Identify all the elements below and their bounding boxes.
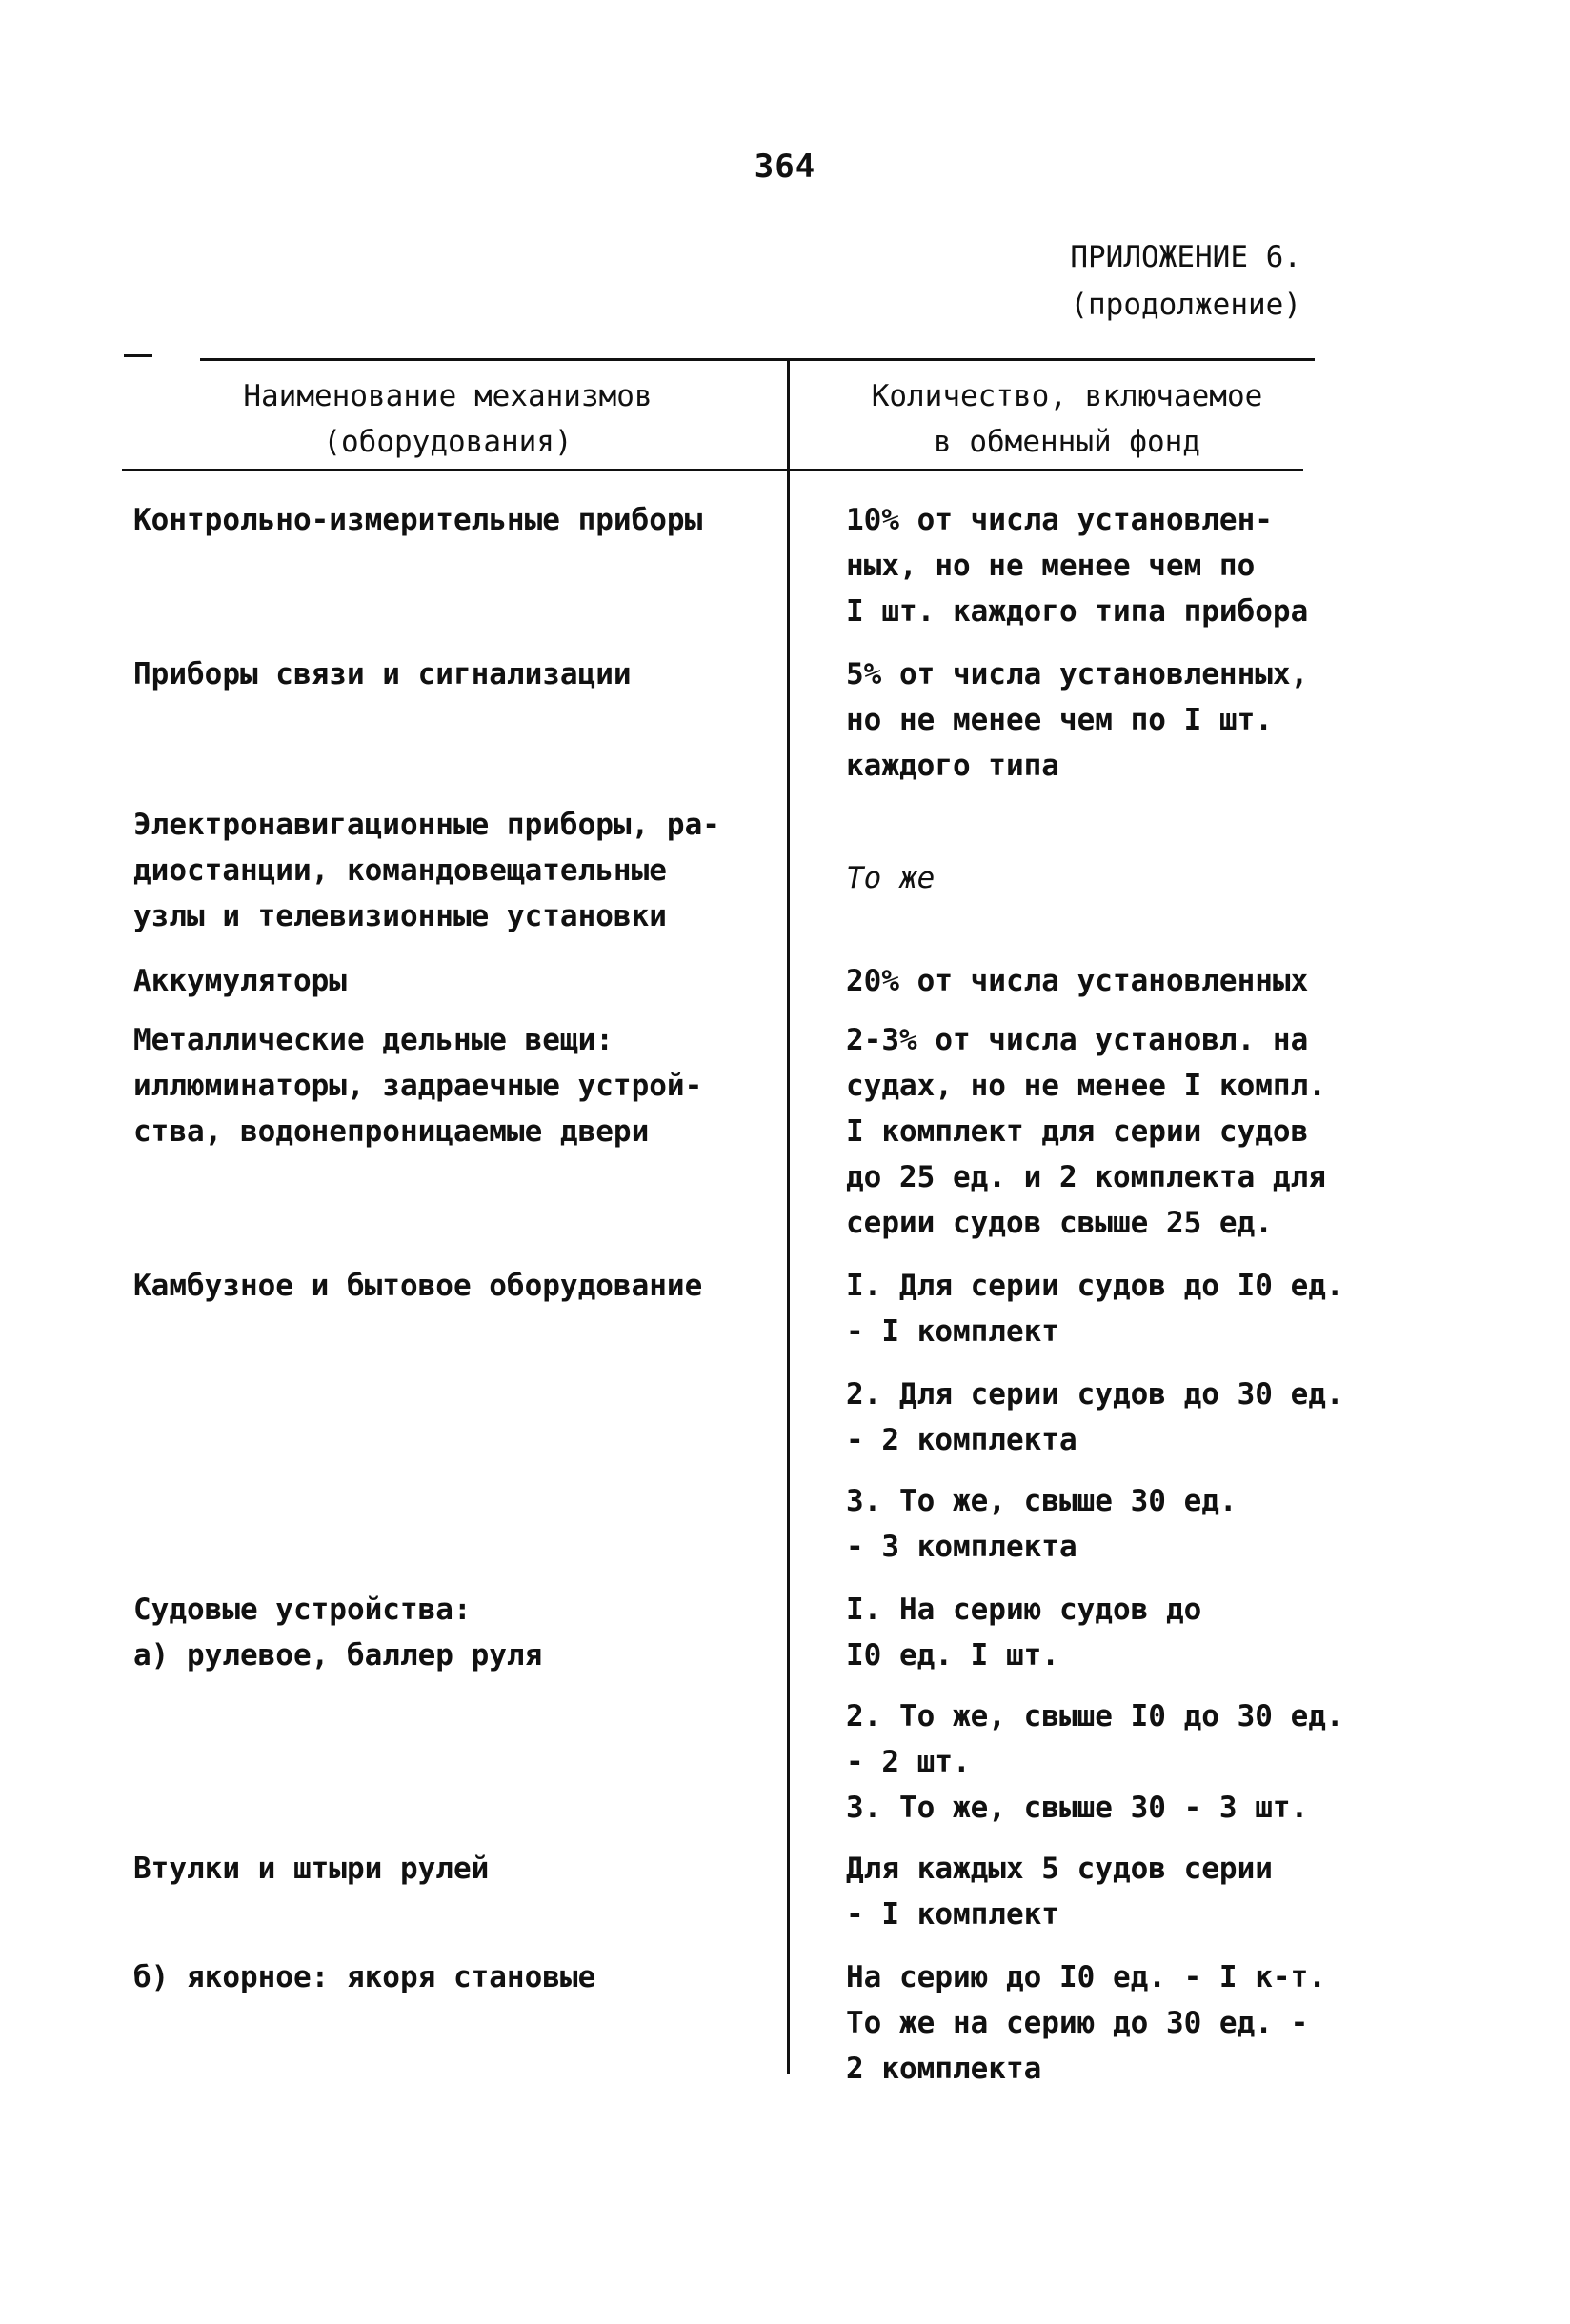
table-row-name: Контрольно-измерительные приборы: [133, 503, 703, 537]
table-row-qty: Для каждых 5 судов серии - I комплект: [846, 1852, 1273, 1932]
table-row-name: Судовые устройства: а) рулевое, баллер руля: [133, 1593, 543, 1673]
table-row-qty: 5% от числа установленных, но не менее чем по I шт. каждого типа: [846, 657, 1309, 783]
column-divider: [787, 360, 790, 2074]
page-number: 364: [754, 148, 816, 186]
header-qty-line2: в обменный фонд: [934, 425, 1200, 459]
header-name-column: [124, 373, 772, 465]
table-top-rule: [200, 358, 1315, 361]
table-row-qty: 20% от числа установленных: [846, 964, 1309, 998]
table-row-qty: На серию до I0 ед. - I к-т. То же на серию до 30 ед. - 2 комплекта: [846, 1960, 1326, 2086]
table-header-rule: [122, 469, 1303, 471]
header-name-line1: Наименование механизмов: [243, 379, 653, 413]
table-row-qty: 2-3% от числа установл. на судах, но не менее I компл. I комплект для серии судов до 25 ед. и 2 комплекта для серии судов свыше 25 ед.: [846, 1023, 1326, 1240]
appendix-title: ПРИЛОЖЕНИЕ 6.: [1070, 240, 1301, 274]
table-row-qty: I. Для серии судов до I0 ед. - I комплект: [846, 1269, 1344, 1349]
appendix-subtitle: (продолжение): [1070, 288, 1301, 322]
header-qty-column: [800, 373, 1334, 465]
table-row-name: Камбузное и бытовое оборудование: [133, 1269, 703, 1303]
table-row-name: Втулки и штыри рулей: [133, 1852, 490, 1886]
table-row-qty: 2. То же, свыше I0 до 30 ед. - 2 шт. 3. То же, свыше 30 - 3 шт.: [846, 1699, 1344, 1825]
table-row-qty: I. На серию судов до I0 ед. I шт.: [846, 1593, 1202, 1673]
table-row-qty: То же: [846, 861, 936, 895]
table-row-name: б) якорное: якоря становые: [133, 1960, 596, 1994]
table-row-qty: 3. То же, свыше 30 ед. - 3 комплекта: [846, 1484, 1238, 1564]
table-row-name: Аккумуляторы: [133, 964, 347, 998]
table-row-name: Электронавигационные приборы, ра- диостанции, командовещательные узлы и телевизионные установки: [133, 808, 720, 933]
appendix-heading: [1070, 233, 1301, 329]
table-row-qty: 10% от числа установлен- ных, но не менее чем по I шт. каждого типа прибора: [846, 503, 1309, 629]
table-row-name: Металлические дельные вещи: иллюминаторы, задраечные устрой- ства, водонепроницаемые двери: [133, 1023, 703, 1149]
header-qty-line1: Количество, включаемое: [871, 379, 1263, 413]
table-top-rule-short: [124, 354, 152, 357]
header-name-line2: (оборудования): [323, 425, 573, 459]
table-row-name: Приборы связи и сигнализации: [133, 657, 632, 691]
table-row-qty: 2. Для серии судов до 30 ед. - 2 комплекта: [846, 1377, 1344, 1457]
